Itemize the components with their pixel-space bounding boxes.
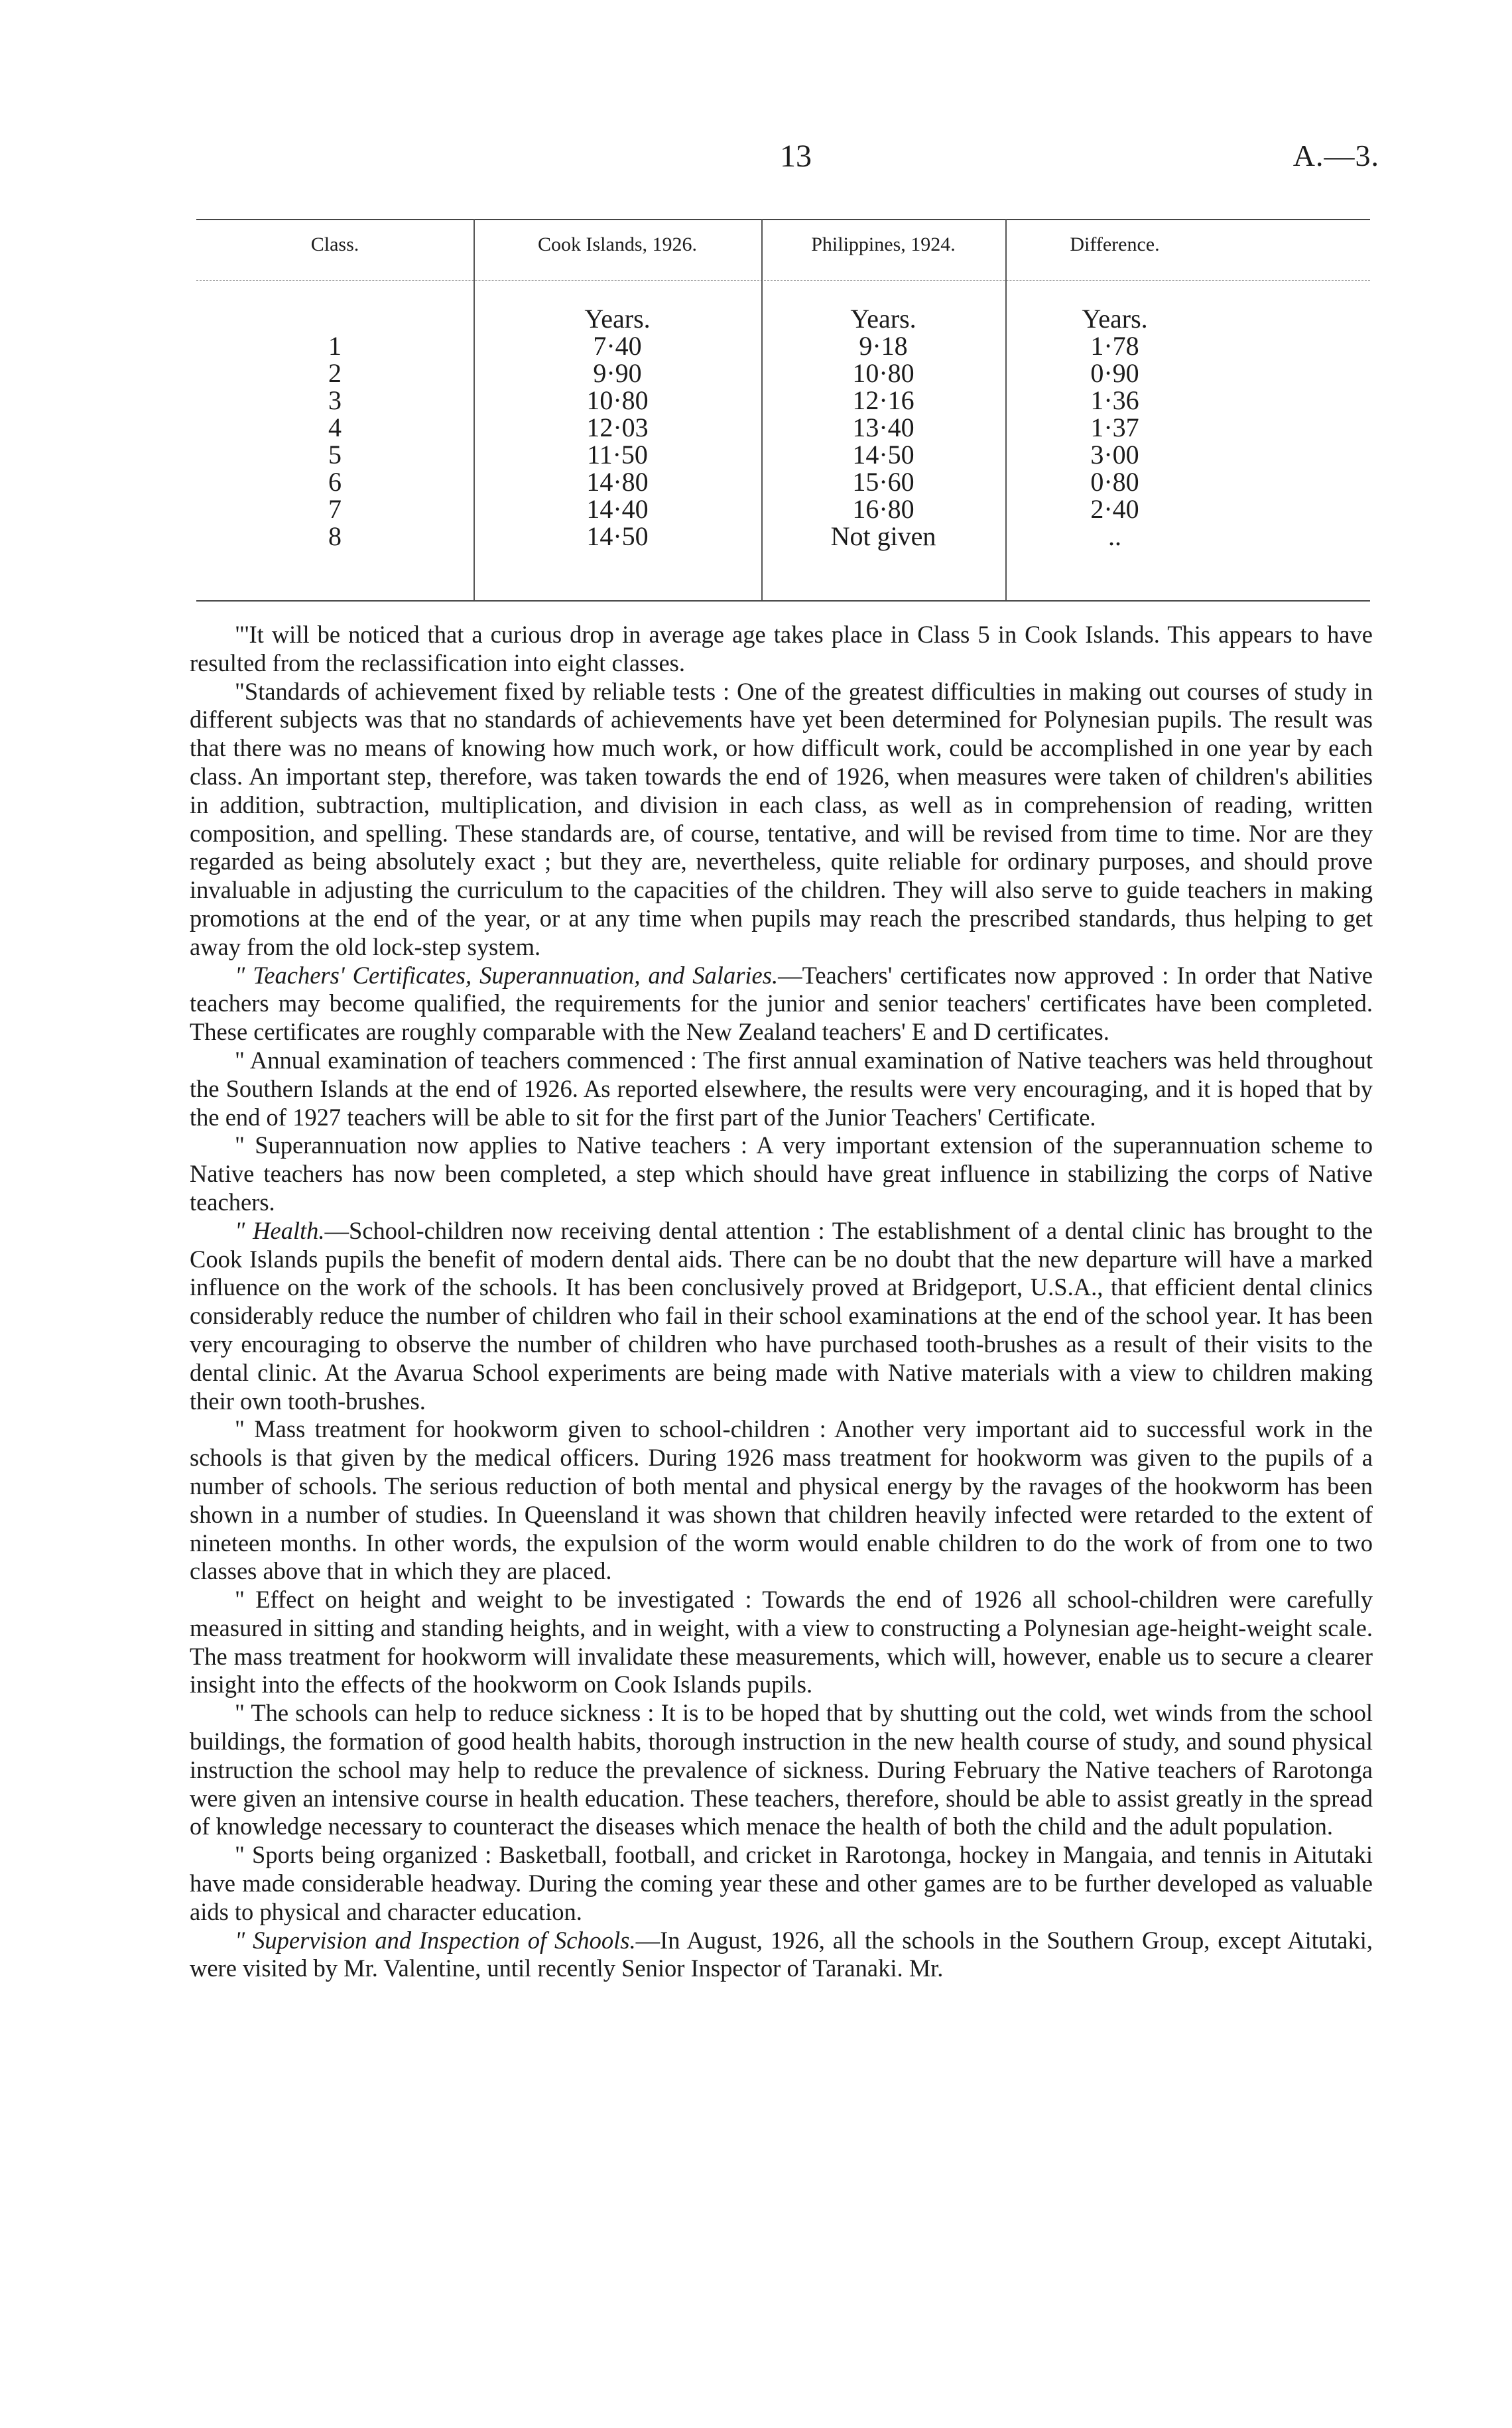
page-number: 13 bbox=[780, 139, 812, 174]
table-cell: 3·00 bbox=[1090, 440, 1139, 470]
paragraph-text: " Sports being organized : Basketball, football, and cricket in Rarotonga, hockey in Mangaia, and tennis in Aitutaki have made considerable headway. During the coming year these and other games are to be further developed as valuable aids to physical and character education. bbox=[190, 1841, 1373, 1925]
section-heading: " Health. bbox=[235, 1216, 325, 1244]
paragraph-text: " Mass treatment for hookworm given to school-children : Another very important aid to successful work in the schools is that given by the medical officers. During 1926 mass treatment for hookworm was given to the pupils of a number of schools. The serious reduction of both mental and physical energy by the ravages of the hookworm has been shown in a number of studies. In Queensland it was shown that children heavily infected were retarded to the extent of nineteen months. In other words, the expulsion of the worm would enable children to do the work of from one to two classes above that in which they are placed. bbox=[190, 1415, 1373, 1585]
paragraph bbox=[190, 1841, 1373, 1926]
paragraph bbox=[190, 1586, 1373, 1699]
table-cell: 15·60 bbox=[852, 467, 914, 497]
age-comparison-table bbox=[196, 219, 1370, 604]
table-cell: 8 bbox=[328, 521, 342, 551]
table-cell: 1·36 bbox=[1090, 385, 1139, 415]
table-cell: 7·40 bbox=[593, 331, 642, 361]
table-cell: .. bbox=[1108, 521, 1121, 551]
unit-label: Years. bbox=[850, 304, 916, 334]
table-cell: 14·40 bbox=[586, 494, 649, 524]
paragraph bbox=[190, 1415, 1373, 1586]
paragraph-text: " Superannuation now applies to Native teachers : A very important extension of the superannuation scheme to Native teachers has now been completed, a step which should have great influence in stabilizing the corps of Native teachers. bbox=[190, 1131, 1373, 1216]
table-cell: Not given bbox=[830, 521, 936, 551]
table-cell: 14·80 bbox=[586, 467, 649, 497]
paragraph bbox=[190, 678, 1373, 962]
table-cell: 0·80 bbox=[1090, 467, 1139, 497]
table-cell: 7 bbox=[328, 494, 342, 524]
cook-islands-column bbox=[473, 305, 761, 550]
table-cell: 6 bbox=[328, 467, 342, 497]
table-cell: 1·78 bbox=[1090, 331, 1139, 361]
paragraph-text: " The schools can help to reduce sickness : It is to be hoped that by shutting out the cold, wet winds from the school buildings, the formation of good health habits, thorough instruction in the new health course of study, and sound physical instruction the school may help to reduce the prevalence of sickness. During February the Native teachers of Rarotonga were given an intensive course in health education. These teachers, therefore, should be able to assist greatly in the spread of knowledge necessary to counteract the diseases which menace the health of both the child and the adult population. bbox=[190, 1699, 1373, 1840]
table-cell: 4 bbox=[328, 413, 342, 442]
table-cell: 12·03 bbox=[586, 413, 649, 442]
table-cell: 14·50 bbox=[586, 521, 649, 551]
table-cell: 1 bbox=[328, 331, 342, 361]
paragraph bbox=[190, 1131, 1373, 1216]
paragraph-text: —In August, 1926, all the schools in the Southern Group, except Aitutaki, were visited by Mr. Valentine, until recently Senior Inspector of Taranaki. Mr. bbox=[190, 1926, 1373, 1982]
table-cell: 11·50 bbox=[587, 440, 648, 470]
column-header-philippines: Philippines, 1924. bbox=[811, 233, 956, 255]
table-cell: 9·18 bbox=[859, 331, 908, 361]
difference-column bbox=[1005, 305, 1224, 550]
paragraph bbox=[190, 1927, 1373, 1984]
class-column bbox=[196, 332, 473, 550]
paragraph-text: " Effect on height and weight to be investigated : Towards the end of 1926 all school-children were carefully measured in sitting and standing heights, and in weight, with a view to constructing a Polynesian age-height-weight scale. The mass treatment for hookworm will invalidate these measurements, which will, however, enable us to secure a clearer insight into the effects of the hookworm on Cook Islands pupils. bbox=[190, 1586, 1373, 1698]
paragraph bbox=[190, 1217, 1373, 1416]
paragraph bbox=[190, 962, 1373, 1047]
paragraph bbox=[190, 1047, 1373, 1131]
table-header-rule bbox=[196, 280, 1370, 281]
section-heading: " Supervision and Inspection of Schools. bbox=[235, 1926, 636, 1954]
table-cell: 16·80 bbox=[852, 494, 914, 524]
paragraph-text: " Annual examination of teachers commenced : The first annual examination of Native teachers was held throughout the Southern Islands at the end of 1926. As reported elsewhere, the results were very encouraging, and it is hoped that by the end of 1927 teachers will be able to sit for the first part of the Junior Teachers' Certificate. bbox=[190, 1046, 1373, 1131]
table-bottom-rule bbox=[196, 600, 1370, 602]
paragraph-text: "'It will be noticed that a curious drop in average age takes place in Class 5 in Cook Islands. This appears to have resulted from the reclassification into eight classes. bbox=[190, 621, 1373, 676]
paragraph bbox=[190, 1699, 1373, 1841]
column-header-class: Class. bbox=[310, 233, 359, 255]
table-cell: 14·50 bbox=[852, 440, 914, 470]
body-text bbox=[190, 621, 1373, 1983]
table-cell: 2 bbox=[328, 358, 342, 388]
table-cell: 10·80 bbox=[586, 385, 649, 415]
table-cell: 1·37 bbox=[1090, 413, 1139, 442]
table-cell: 2·40 bbox=[1090, 494, 1139, 524]
section-heading: " Teachers' Certificates, Superannuation, and Salaries. bbox=[235, 961, 779, 989]
column-header-cook-islands: Cook Islands, 1926. bbox=[538, 233, 697, 255]
table-cell: 13·40 bbox=[852, 413, 914, 442]
unit-label: Years. bbox=[1082, 304, 1148, 334]
table-cell: 0·90 bbox=[1090, 358, 1139, 388]
philippines-column bbox=[761, 305, 1005, 550]
column-header-difference: Difference. bbox=[1070, 233, 1160, 255]
table-top-rule bbox=[196, 219, 1370, 220]
table-cell: 9·90 bbox=[593, 358, 642, 388]
paragraph-text: —School-children now receiving dental attention : The establishment of a dental clinic has brought to the Cook Islands pupils the benefit of modern dental aids. There can be no doubt that the new departure will have a marked influence on the work of the schools. It has been conclusively proved at Bridgeport, U.S.A., that efficient dental clinics considerably reduce the number of children who fail in their school examinations at the end of the school year. It has been very encouraging to observe the number of children who have purchased tooth-brushes as a result of their visits to the dental clinic. At the Avarua School experiments are being made with Native materials with a view to children making their own tooth-brushes. bbox=[190, 1216, 1373, 1415]
paragraph-text: "Standards of achievement fixed by reliable tests : One of the greatest difficulties in making out courses of study in different subjects was that no standards of achievements have yet been determined for Polynesian pupils. The result was that there was no means of knowing how much work, or how difficult work, could be accomplished in one year by each class. An important step, therefore, was taken towards the end of 1926, when measures were taken of children's abilities in addition, subtraction, multiplication, and division in each class, as well as in comprehension of reading, written composition, and spelling. These standards are, of course, tentative, and will be revised from time to time. Nor are they regarded as being absolutely exact ; but they are, nevertheless, quite reliable for ordinary purposes, and should prove invaluable in adjusting the curriculum to the capacities of the children. They will also serve to guide teachers in making promotions at the end of the year, or at any time when pupils may reach the prescribed standards, thus helping to get away from the old lock-step system. bbox=[190, 677, 1373, 960]
table-cell: 12·16 bbox=[852, 385, 914, 415]
paragraph-text: —Teachers' certificates now approved : In order that Native teachers may become qualified, the requirements for the junior and senior teachers' certificates have been completed. These certificates are roughly comparable with the New Zealand teachers' E and D certificates. bbox=[190, 961, 1373, 1046]
table-cell: 3 bbox=[328, 385, 342, 415]
unit-label: Years. bbox=[584, 304, 651, 334]
table-cell: 10·80 bbox=[852, 358, 914, 388]
paragraph bbox=[190, 621, 1373, 678]
document-reference: A.—3. bbox=[1292, 139, 1379, 172]
table-cell: 5 bbox=[328, 440, 342, 470]
